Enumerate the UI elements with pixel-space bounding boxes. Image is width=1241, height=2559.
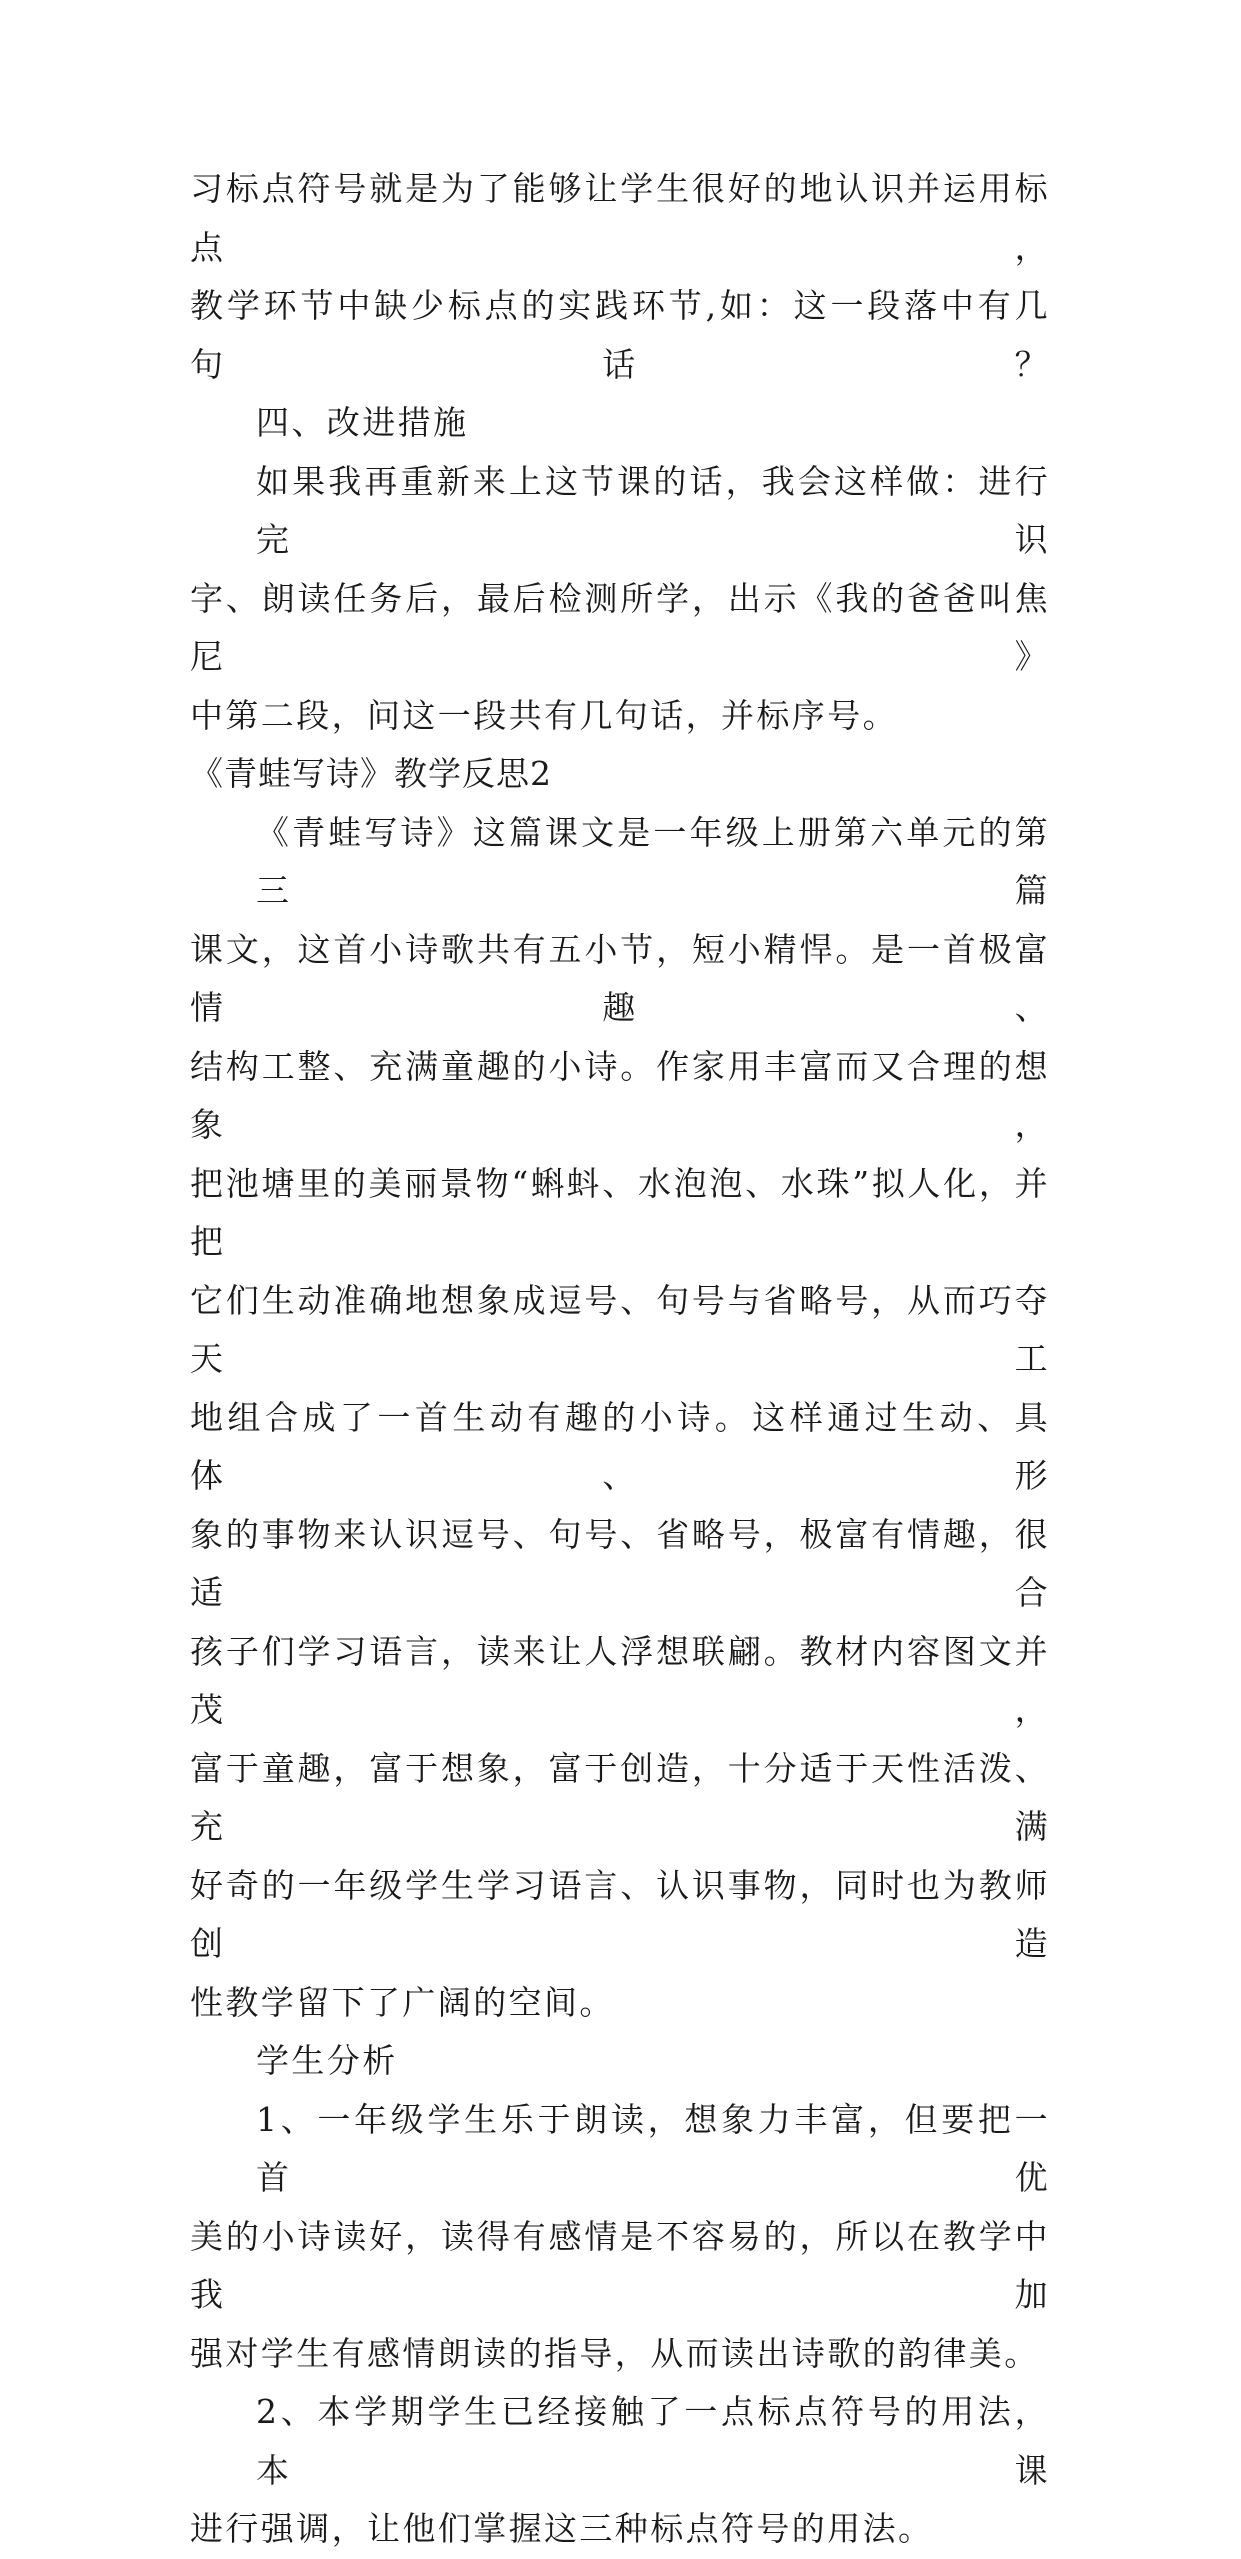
- text-line: 《青蛙写诗》这篇课文是一年级上册第六单元的第三篇: [256, 812, 1050, 910]
- text-line: 如果我再重新来上这节课的话，我会这样做：进行完识: [256, 461, 1050, 559]
- section-heading: 四、改进措施: [256, 403, 469, 442]
- text-line: 富于童趣，富于想象，富于创造，十分适于天性活泼、充满: [190, 1748, 1050, 1846]
- text-line: 它们生动准确地想象成逗号、句号与省略号，从而巧夺天工: [190, 1280, 1050, 1378]
- text-line: 美的小诗读好，读得有感情是不容易的，所以在教学中我加: [190, 2216, 1050, 2314]
- text-line: 1、一年级学生乐于朗读，想象力丰富，但要把一首优: [256, 2099, 1050, 2197]
- text-line: 进行强调，让他们掌握这三种标点符号的用法。: [190, 2509, 934, 2548]
- text-line: 教学环节中缺少标点的实践环节,如：这一段落中有几句话？: [190, 286, 1050, 384]
- text-line: 把池塘里的美丽景物“蝌蚪、水泡泡、水珠”拟人化，并把: [190, 1163, 1050, 1261]
- document-title: 《青蛙写诗》教学反思2: [190, 754, 552, 793]
- document-body: [190, 160, 1050, 2559]
- text-line: 地组合成了一首生动有趣的小诗。这样通过生动、具体、形: [190, 1397, 1050, 1495]
- text-line: 2、本学期学生已经接触了一点标点符号的用法，本课: [256, 2392, 1050, 2490]
- text-line: 中第二段，问这一段共有几句话，并标序号。: [190, 695, 898, 735]
- text-line: 强对学生有感情朗读的指导，从而读出诗歌的韵律美。: [190, 2333, 1040, 2373]
- text-line: 课文，这首小诗歌共有五小节，短小精悍。是一首极富情趣、: [190, 929, 1050, 1027]
- section-heading: 学生分析: [256, 2041, 398, 2080]
- text-line: 习标点符号就是为了能够让学生很好的地认识并运用标点，: [190, 169, 1050, 267]
- text-line: 孩子们学习语言，读来让人浮想联翩。教材内容图文并茂，: [190, 1631, 1050, 1729]
- text-line: 好奇的一年级学生学习语言、认识事物，同时也为教师创造: [190, 1865, 1050, 1963]
- text-line: 字、朗读任务后，最后检测所学，出示《我的爸爸叫焦尼》: [190, 578, 1050, 676]
- text-line: 象的事物来认识逗号、句号、省略号，极富有情趣，很适合: [190, 1514, 1050, 1612]
- text-line: 性教学留下了广阔的空间。: [190, 1982, 615, 2022]
- text-line: 结构工整、充满童趣的小诗。作家用丰富而又合理的想象，: [190, 1046, 1050, 1144]
